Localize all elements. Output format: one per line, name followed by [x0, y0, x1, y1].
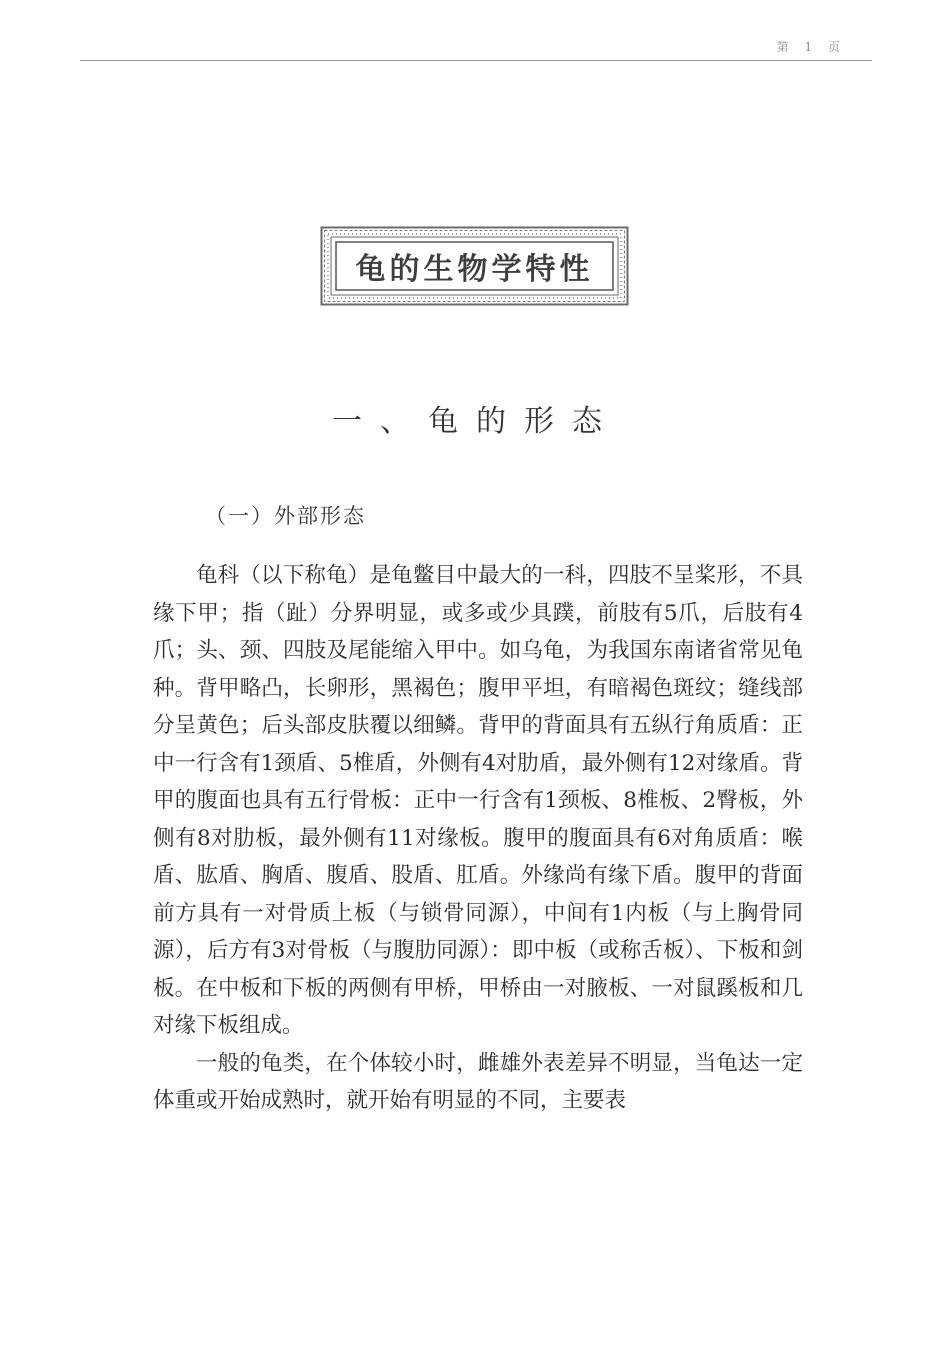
body-text — [153, 557, 803, 1120]
chapter-title: 龟的生物学特性 — [355, 252, 594, 287]
paragraph-1: 龟科（以下称龟）是龟鳖目中最大的一科，四肢不呈桨形，不具缘下甲；指（趾）分界明显，或多或少具蹼，前肢有5爪，后肢有4爪；头、颈、四肢及尾能缩入甲中。如乌龟，为我国东南诸省常见龟种。背甲略凸，长卵形，黑褐色；腹甲平坦，有暗褐色斑纹；缝线部分呈黄色；后头部皮肤覆以细鳞。背甲的背面具有五纵行角质盾：正中一行含有1颈盾、5椎盾，外侧有4对肋盾，最外侧有12对缘盾。背甲的腹面也具有五行骨板：正中一行含有1颈板、8椎板、2臀板，外侧有8对肋板，最外侧有11对缘板。腹甲的腹面具有6对角质盾：喉盾、肱盾、胸盾、腹盾、股盾、肛盾。外缘尚有缘下盾。腹甲的背面前方具有一对骨质上板（与锁骨同源），中间有1内板（与上胸骨同源），后方有3对骨板（与腹肋同源）：即中板（或称舌板）、下板和剑板。在中板和下板的两侧有甲桥，甲桥由一对腋板、一对鼠蹊板和几对缘下板组成。 — [153, 563, 803, 1038]
page-header — [80, 36, 872, 61]
paragraph-2: 一般的龟类，在个体较小时，雌雄外表差异不明显，当龟达一定体重或开始成熟时，就开始有明显的不同，主要表 — [153, 1050, 803, 1113]
chapter-title-frame — [320, 226, 629, 306]
section-heading: 一、龟的形态 — [332, 404, 620, 439]
subsection-heading: （一）外部形态 — [205, 504, 366, 528]
page-number: 第 1 页 — [776, 40, 846, 54]
